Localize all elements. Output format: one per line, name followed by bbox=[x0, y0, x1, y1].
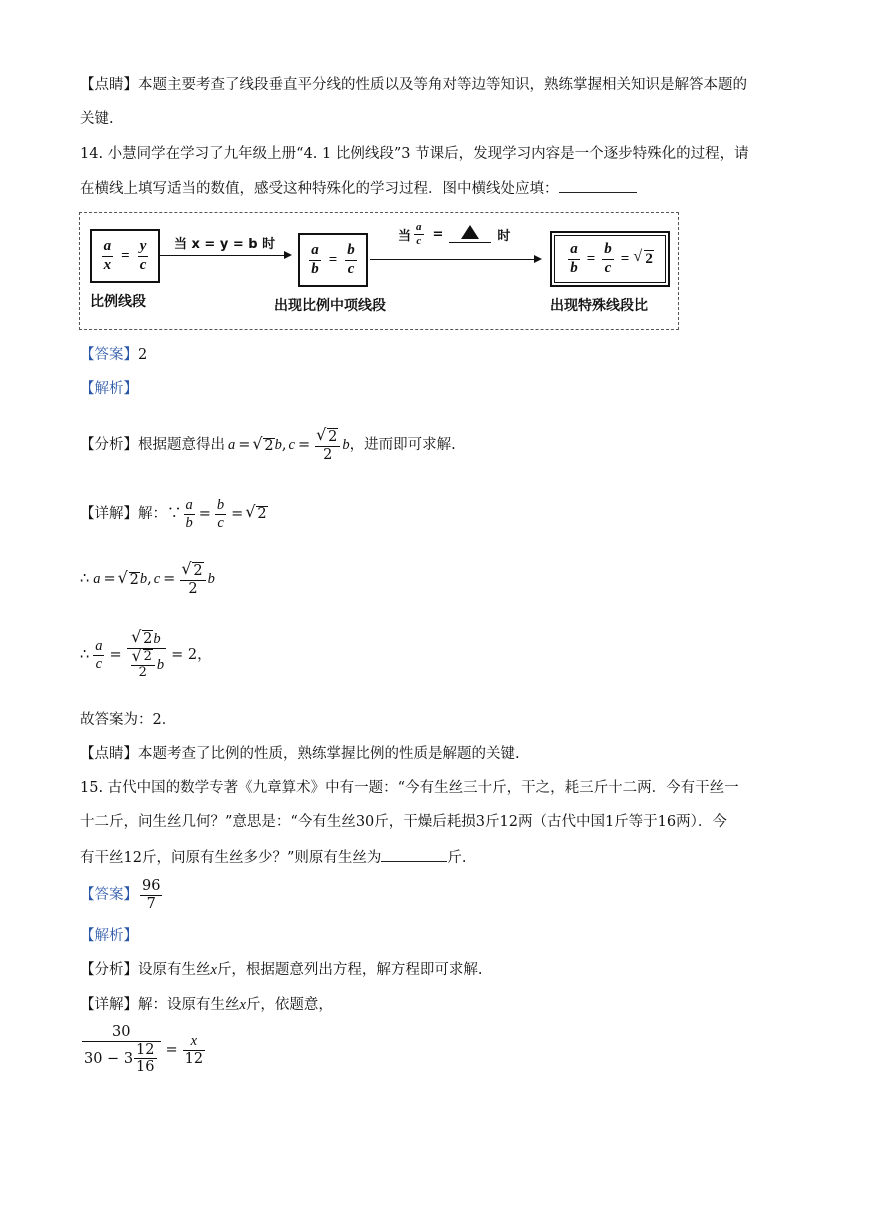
q15-jiexi-tag: 【解析】 bbox=[80, 928, 138, 944]
arrow-right-icon bbox=[370, 259, 540, 260]
q14-xiangjie: 【详解】 解：∵ $\frac{a}{b}$ = $\frac{b}{c}$ = √ 2 bbox=[80, 497, 268, 531]
q15-line2: 十二斤，问生丝几何？”意思是：“今有生丝30斤，干燥后耗损3斤12两（古代中国1斤等于16两）．今 bbox=[80, 814, 727, 830]
q14-fenxi: 【分析】 根据题意得出 a = √ 2 b , c = √ $\frac{2}{2}$ b ，进而即可求解. bbox=[80, 428, 456, 463]
q15-answer: 【答案】 $\frac{96}{7}$ bbox=[80, 878, 161, 912]
caption-mean-proportion: 出现比例中项线段 bbox=[274, 298, 386, 314]
q14-step3: ∴ $\frac{a}{c}$ = √ 2b √ $\frac{2}{2}$ b = 2 ， bbox=[80, 630, 212, 681]
answer-blank[interactable] bbox=[559, 180, 637, 193]
q14-dianjing: 【点睛】本题考查了比例的性质，熟练掌握比例的性质是解题的关键. bbox=[80, 746, 520, 762]
p13-line1: 【点睛】本题主要考查了线段垂直平分线的性质以及等角对等边等知识，熟练掌握相关知识是解答本题的 bbox=[80, 77, 747, 93]
q14-line1: 14. 小慧同学在学习了九年级上册“4. 1 比例线段”3 节课后，发现学习内容是一个逐步特殊化的过程，请 bbox=[80, 146, 749, 162]
q15-line1: 15. 古代中国的数学专著《九章算术》中有一题：“今有生丝三十斤，干之，耗三斤十二两．今有干丝一 bbox=[80, 780, 739, 796]
q15-line3: 有干丝12斤，问原有生丝多少？”则原有生丝为 斤. bbox=[80, 850, 467, 866]
q14-step2: ∴ a = √ 2 b , c = √ $\frac{2}{2}$ b bbox=[80, 562, 215, 597]
mean-proportion-box: $\frac{a}{b}$ = $\frac{b}{c}$ bbox=[298, 233, 368, 287]
dianjing-tag: 【点睛】 bbox=[80, 77, 138, 93]
caption-special-ratio: 出现特殊线段比 bbox=[550, 298, 648, 314]
q15-fenxi: 【分析】设原有生丝x斤，根据题意列出方程，解方程即可求解. bbox=[80, 962, 483, 978]
q15-equation: 30 30 − 3 $\frac{12}{16}$ = $\frac{x}{12}$ bbox=[84, 1024, 204, 1076]
q15-xiangjie: 【详解】解：设原有生丝x斤，依题意， bbox=[80, 997, 333, 1013]
arrow-right-icon bbox=[160, 255, 290, 256]
q14-final: 故答案为：2． bbox=[80, 712, 177, 728]
q14-jiexi-tag: 【解析】 bbox=[80, 381, 138, 397]
q14-answer: 【答案】2 bbox=[80, 347, 148, 363]
special-ratio-box: $\frac{a}{b}$ = $\frac{b}{c}$ = √ 2 bbox=[550, 231, 670, 287]
proportion-box: $\frac{a}{x}$ = $\frac{y}{c}$ bbox=[90, 229, 160, 283]
q14-figure bbox=[79, 212, 679, 330]
caption-proportion: 比例线段 bbox=[90, 294, 146, 310]
p13-line2: 关键. bbox=[80, 111, 114, 127]
arrow1-label: 当 x = y = b 时 bbox=[174, 237, 276, 252]
q14-line2: 在横线上填写适当的数值，感受这种特殊化的学习过程．图中横线处应填： bbox=[80, 180, 637, 197]
triangle-icon bbox=[461, 225, 479, 239]
answer-blank[interactable] bbox=[381, 849, 447, 862]
arrow2-label: 当 $\frac{a}{c}$ = 时 bbox=[398, 221, 511, 247]
